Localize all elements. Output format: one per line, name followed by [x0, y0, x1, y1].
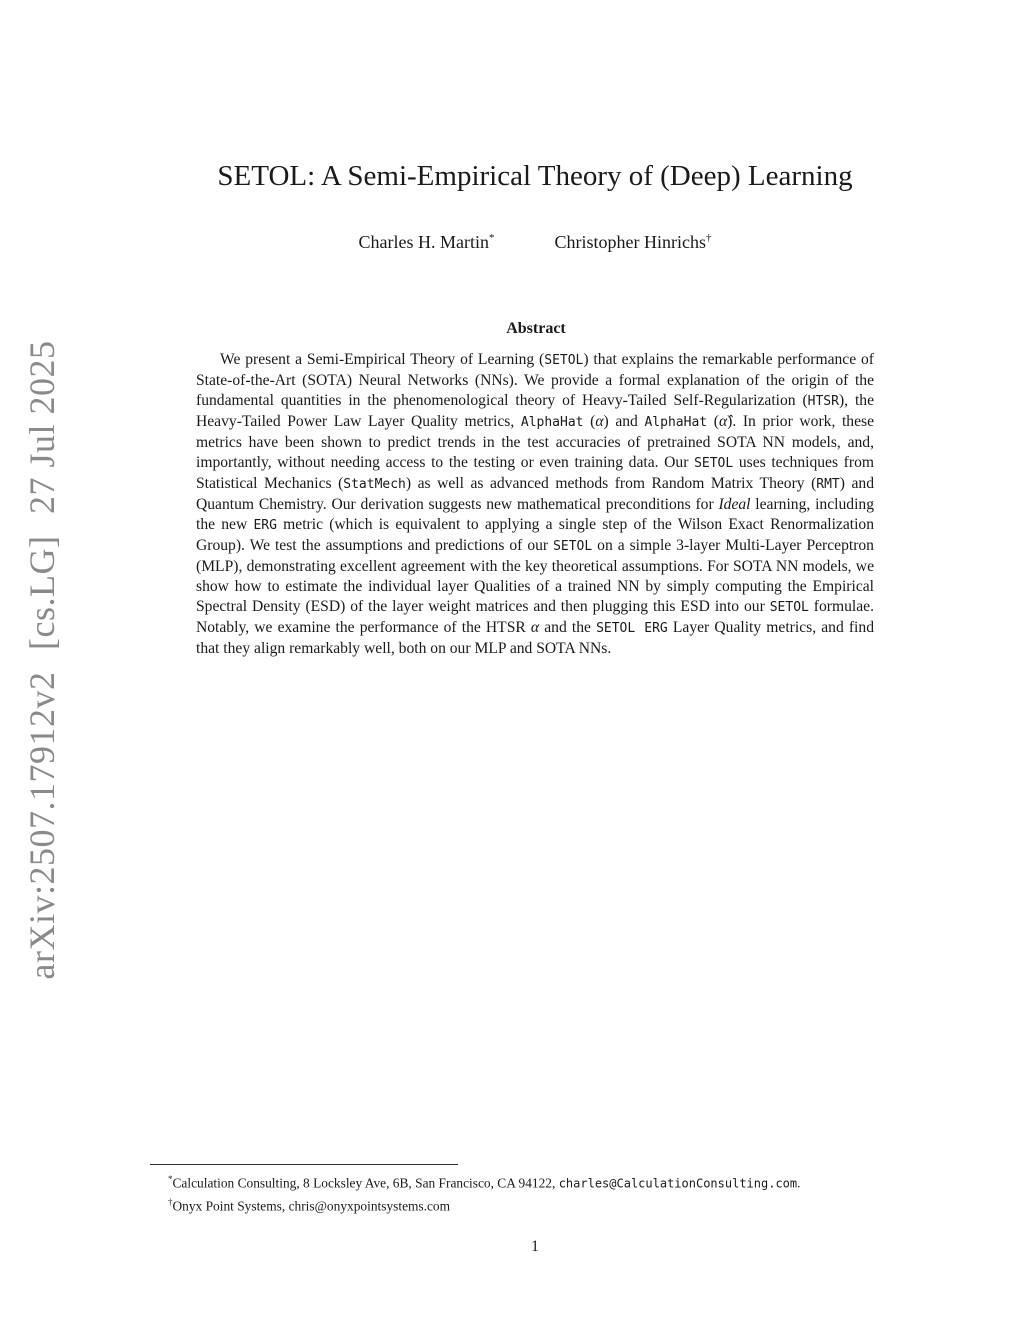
- abstract-body: [196, 350, 874, 659]
- abstract-text: ) and: [603, 413, 645, 430]
- abstract-text: (: [707, 413, 719, 430]
- abstract-code: AlphaHat: [644, 415, 708, 430]
- abstract-code: SETOL: [769, 600, 809, 615]
- abstract-math: α̂: [718, 413, 728, 430]
- footnote-1-email[interactable]: charles@CalculationConsulting.com: [558, 1176, 798, 1191]
- abstract-text: Layer Quality metrics, and find that they align remarkably well, both on our MLP and SOTA NNs.: [196, 619, 874, 657]
- abstract-code: SETOL ERG: [596, 621, 668, 636]
- abstract-text: ) as well as advanced methods from Random Matrix Theory (: [405, 475, 817, 492]
- author-1: [359, 232, 495, 253]
- author-2: [555, 232, 712, 253]
- abstract-text: ). In prior work, these metrics have been shown to predict trends in the test accuracies of pretrained SOTA NN models, and, importantly, without needing access to the testing or even training data. Our: [196, 413, 875, 471]
- abstract-code: SETOL: [553, 539, 593, 554]
- abstract-text: formulae. Notably, we examine the performance of the HTSR: [196, 598, 874, 636]
- abstract-math: α: [595, 413, 604, 430]
- abstract-code: SETOL: [694, 456, 734, 471]
- abstract-text: (: [583, 413, 596, 430]
- footnote-1-end: .: [797, 1175, 801, 1191]
- author-1-mark: *: [489, 232, 495, 244]
- abstract-text: ) and Quantum Chemistry. Our derivation suggests new mathematical preconditions for: [196, 475, 874, 513]
- footnote-2: [168, 1193, 948, 1215]
- arxiv-date: 27 Jul 2025: [22, 340, 62, 515]
- paper-title: SETOL: A Semi-Empirical Theory of (Deep) Learning: [217, 160, 853, 192]
- footnote-1-text: Calculation Consulting, 8 Locksley Ave, 6B, San Francisco, CA 94122,: [172, 1175, 559, 1191]
- abstract-emphasis: Ideal: [718, 496, 751, 513]
- footnote-2-mark: †: [168, 1197, 173, 1208]
- page-number: 1: [531, 1238, 539, 1255]
- author-2-name: Christopher Hinrichs: [554, 232, 706, 252]
- abstract-code: RMT: [816, 477, 840, 492]
- abstract-text: on a simple 3-layer Multi-Layer Perceptron (MLP), demonstrating excellent agreement with the key theoretical assumptions. For SOTA NN models, we show how to estimate the individual layer Qualities of a trained NN by simply computing the Empirical Spectral Density (ESD) of the layer weight matrices and then plugging this ESD into our: [196, 537, 874, 615]
- abstract-text: ), the Heavy-Tailed Power Law Layer Quality metrics,: [196, 392, 874, 430]
- author-1-name: Charles H. Martin: [358, 232, 489, 252]
- abstract-text: uses techniques from Statistical Mechanics (: [196, 454, 874, 492]
- abstract-text: metric (which is equivalent to applying a single step of the Wilson Exact Renormalization Group). We test the assumptions and predictions of our: [196, 516, 875, 554]
- footnotes: [168, 1170, 948, 1216]
- abstract-heading: Abstract: [506, 320, 566, 337]
- arxiv-id: arXiv:2507.17912v2: [22, 671, 62, 980]
- abstract-code: ERG: [253, 518, 277, 533]
- footnote-1: [168, 1170, 948, 1193]
- abstract-math: α: [530, 619, 540, 636]
- abstract-code: SETOL: [544, 353, 584, 368]
- abstract-text: learning, including the new: [196, 496, 874, 533]
- footnote-divider: [150, 1164, 458, 1165]
- author-2-mark: †: [705, 232, 712, 244]
- author-list: [150, 232, 920, 253]
- footnote-2-text: Onyx Point Systems, chris@onyxpointsystems.com: [172, 1198, 451, 1214]
- arxiv-stamp: [21, 335, 63, 986]
- abstract-text: and the: [539, 619, 597, 636]
- abstract-code: AlphaHat: [520, 415, 584, 430]
- abstract-code: HTSR: [807, 394, 839, 409]
- abstract-code: StatMech: [343, 477, 406, 492]
- arxiv-category: [cs.LG]: [22, 535, 62, 650]
- abstract-text: We present a Semi-Empirical Theory of Learning (: [220, 351, 545, 368]
- abstract-text: ) that explains the remarkable performance of State-of-the-Art (SOTA) Neural Networks (NNs). We provide a formal explanation of the origin of the fundamental quantities in the phenomenological theory of Heavy-Tailed Self-Regularization (: [196, 351, 874, 409]
- footnote-1-mark: *: [168, 1174, 173, 1184]
